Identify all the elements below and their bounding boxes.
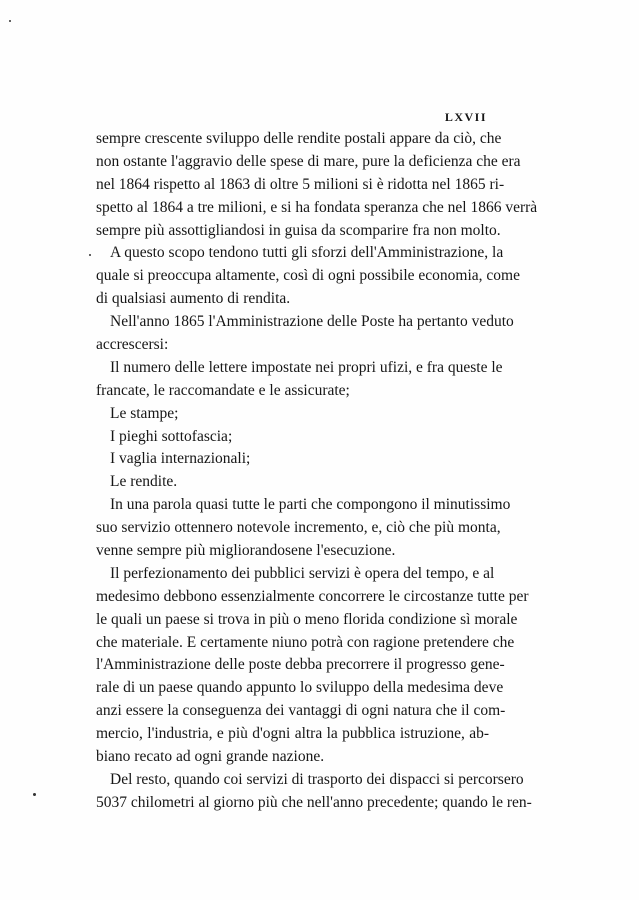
text-line: quale si preoccupa altamente, così di ogni possibile economia, come <box>96 267 520 285</box>
text-line: 5037 chilometri al giorno più che nell'anno precedente; quando le ren- <box>96 793 532 811</box>
text-line: nel 1864 rispetto al 1863 di oltre 5 milioni si è ridotta nel 1865 ri- <box>96 175 505 193</box>
text-line: Il perfezionamento dei pubblici servizi è opera del tempo, e al <box>110 564 495 582</box>
text-line: I pieghi sottofascia; <box>110 427 233 445</box>
text-line: spetto al 1864 a tre milioni, e si ha fondata speranza che nel 1866 verrà <box>96 198 538 216</box>
text-line: sempre più assottigliandosi in guisa da scomparire fra non molto. <box>96 221 501 239</box>
text-line: Il numero delle lettere impostate nei propri ufizi, e fra queste le <box>110 358 503 376</box>
text-line: rale di un paese quando appunto lo sviluppo della medesima deve <box>96 679 504 697</box>
body-text <box>96 128 538 815</box>
text-line: l'Amministrazione delle poste debba precorrere il progresso gene- <box>96 656 505 674</box>
text-line: francate, le raccomandate e le assicurate; <box>96 381 350 399</box>
text-line: medesimo debbono essenzialmente concorrere le circostanze tutte per <box>96 587 529 605</box>
text-line: suo servizio ottennero notevole incremento, e, ciò che più monta, <box>96 519 501 537</box>
text-line: A questo scopo tendono tutti gli sforzi dell'Amministrazione, la <box>110 244 504 262</box>
text-line: accrescersi: <box>96 336 169 354</box>
page-number: LXVII <box>444 110 487 124</box>
text-line: che materiale. E certamente niuno potrà con ragione pretendere che <box>96 633 515 651</box>
text-line: mercio, l'industria, e più d'ogni altra la pubblica istruzione, ab- <box>96 725 489 743</box>
margin-speck-line-start <box>89 254 91 256</box>
text-line: non ostante l'aggravio delle spese di mare, pure la deficienza che era <box>96 152 521 170</box>
text-line: biano recato ad ogni grande nazione. <box>96 748 325 766</box>
text-line: sempre crescente sviluppo delle rendite postali appare da ciò, che <box>96 130 502 147</box>
margin-speck-top <box>9 20 11 22</box>
margin-speck-left <box>33 793 36 796</box>
text-line: Le rendite. <box>110 473 178 491</box>
page-header <box>0 110 639 130</box>
text-line: anzi essere la conseguenza dei vantaggi di ogni natura che il com- <box>96 702 506 720</box>
text-line: Nell'anno 1865 l'Amministrazione delle Poste ha pertanto veduto <box>110 313 514 331</box>
text-line: le quali un paese si trova in più o meno florida condizione sì morale <box>96 610 518 628</box>
text-line: venne sempre più migliorandosene l'esecuzione. <box>96 542 396 560</box>
text-line: Del resto, quando coi servizi di trasporto dei dispacci si percorsero <box>110 770 524 788</box>
text-line: I vaglia internazionali; <box>110 450 251 468</box>
text-line: di qualsiasi aumento di rendita. <box>96 290 291 308</box>
text-line: Le stampe; <box>110 404 179 422</box>
text-line: In una parola quasi tutte le parti che compongono il minutissimo <box>110 496 511 514</box>
